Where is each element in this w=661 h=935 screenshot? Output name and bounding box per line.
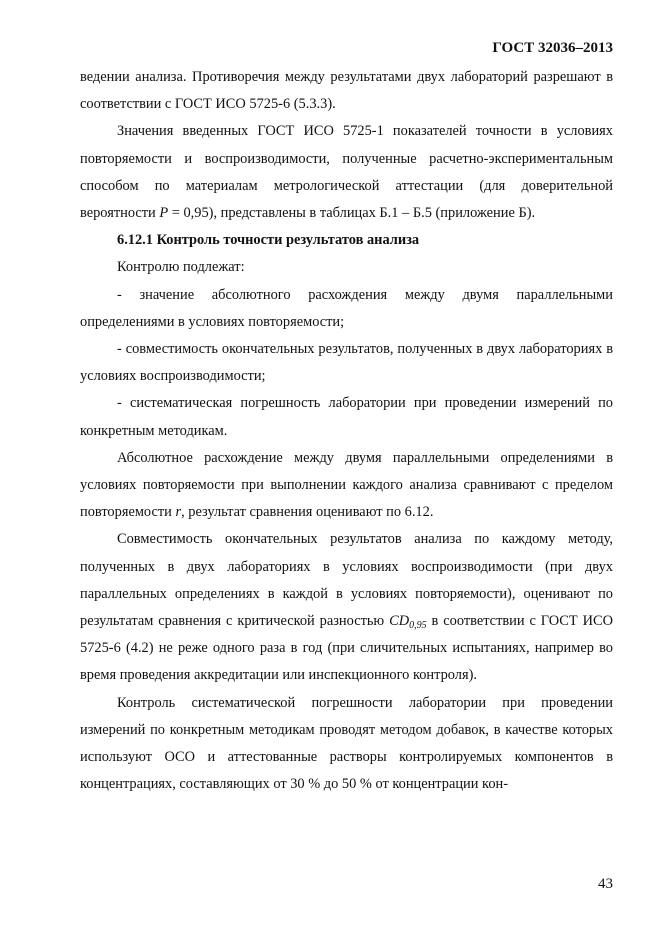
paragraph-text-part: = 0,95), представлены в таблицах Б.1 – Б.5 (приложение Б). <box>168 205 536 222</box>
page-number: 43 <box>598 876 613 892</box>
list-item-compatibility: - совместимость окончательных результатов, полученных в двух лабораториях в условиях воспроизводимости; <box>80 341 613 385</box>
repeatability-limit-variable: r <box>175 504 182 521</box>
critical-difference-variable <box>389 613 427 632</box>
paragraph-control-intro: Контролю подлежат: <box>117 259 245 276</box>
list-item-repeatability: - значение абсолютного расхождения между двумя параллельными определениями в условиях повторяемости; <box>80 286 613 330</box>
paragraph-absolute-difference <box>80 445 613 527</box>
paragraph-text-part: , результат сравнения оценивают по 6.12. <box>181 504 434 521</box>
critical-difference-symbol: CD <box>389 613 410 630</box>
critical-difference-subscript: 0,95 <box>409 620 427 632</box>
paragraph-text-part: Совместимость окончательных результатов анализа по каждому методу, полученных в двух лабораториях в условиях воспроизводимости (при двух параллельных определениях в каждой в условиях повторяемости), оценивают по результатам сравнения с критической разностью <box>80 531 613 630</box>
list-item-systematic-error: - систематическая погрешность лаборатории при проведении измерений по конкретным методикам. <box>80 395 613 439</box>
section-heading: 6.12.1 Контроль точности результатов анализа <box>117 232 420 249</box>
paragraph-continuation: ведении анализа. Противоречия между результатами двух лабораторий разрешают в соответствии с ГОСТ ИСО 5725-6 (5.3.3). <box>80 69 613 113</box>
paragraph-systematic-control: Контроль систематической погрешности лаборатории при проведении измерений по конкретным методикам проводят методом добавок, в качестве которых используют ОСО и аттестованные растворы контролируемых компонентов в концентрациях, составляющих от 30 % до 50 % от концентрации кон- <box>80 694 613 793</box>
paragraph-text-part: Абсолютное расхождение между двумя параллельными определениями в условиях повторяемости при выполнении каждого анализа сравнивают с пределом повторяемости <box>80 449 613 521</box>
paragraph-text-part: Значения введенных ГОСТ ИСО 5725-1 показателей точности в условиях повторяемости и воспроизводимости, полученные расчетно-экспериментальным способом по материалам метрологической аттестации (для доверительной вероятности <box>80 123 613 222</box>
paragraph-accuracy-values <box>80 118 613 227</box>
standard-header: ГОСТ 32036–2013 <box>492 40 613 56</box>
paragraph-text-part: в соответствии с ГОСТ ИСО 5725-6 (4.2) не реже одного раза в год (при сличительных испытаниях, например во время проведения аккредитации или инспекционного контроля). <box>80 613 613 684</box>
probability-variable: P <box>159 205 169 222</box>
paragraph-compatibility <box>80 526 613 689</box>
document-body <box>80 64 613 798</box>
